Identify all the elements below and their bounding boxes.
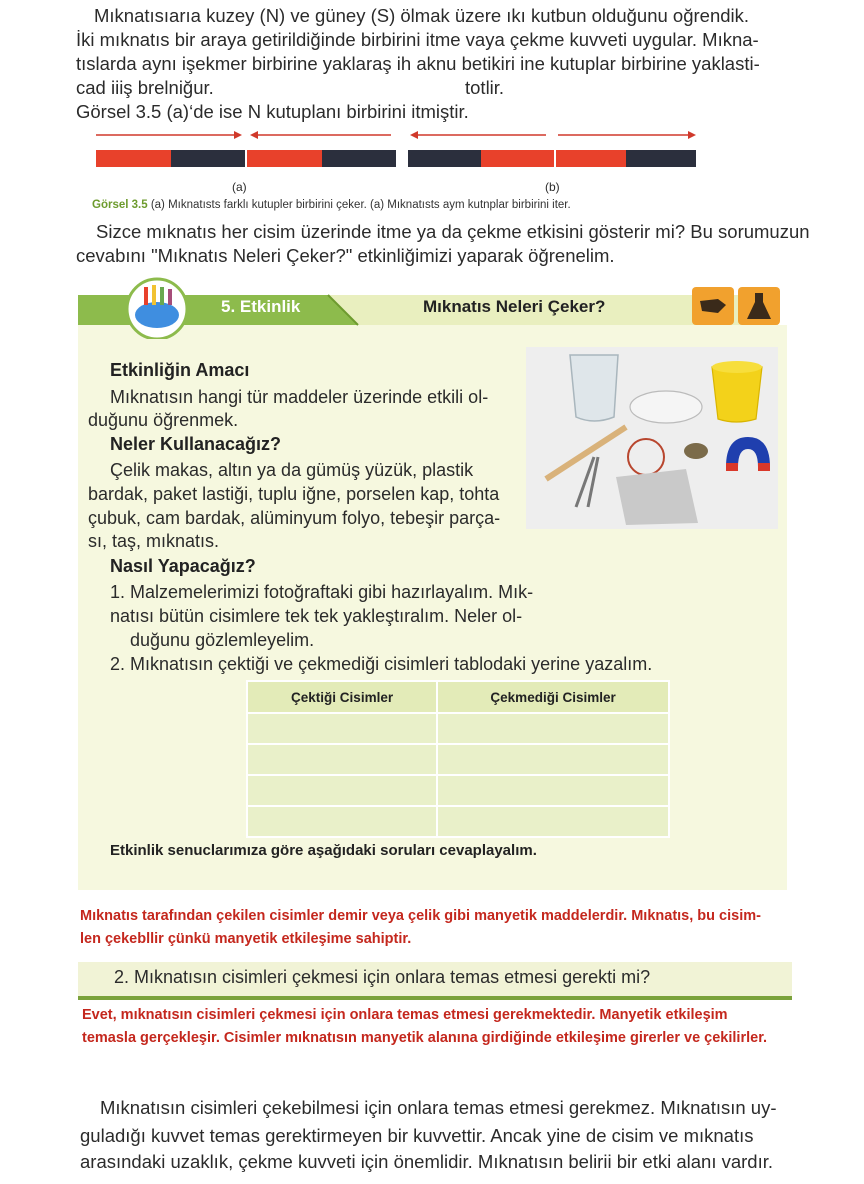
magnet-a-left	[96, 150, 245, 167]
materials-heading: Neler Kullanacağız?	[110, 434, 282, 454]
aim-heading: Etkinliğin Amacı	[110, 360, 250, 380]
table-cell[interactable]	[247, 713, 437, 744]
answer1-line-1: Mıknatıs tarafından çekilen cisimler demir veya çelik gibi manyetik maddelerdir. Mıknatıs, bu cisim-	[80, 908, 761, 924]
materials-line-4: sı, taş, mıknatıs.	[88, 531, 220, 551]
intro-line-2: İki mıknatıs bir araya getirildiğinde birbirini itme vaya çekme kuvveti uygular. Mıkna-	[76, 29, 759, 50]
answer2-line-1: Evet, mıknatısın cisimleri çekmesi için onlara temas etmesi gerekmektedir. Manyetik etkileşim	[82, 1007, 728, 1023]
magnet-b-left-north	[481, 150, 554, 167]
magnet-a-right-north	[247, 150, 322, 167]
magnet-b-right-south	[626, 150, 696, 167]
table-cell[interactable]	[437, 713, 669, 744]
magnet-a-right	[247, 150, 396, 167]
question2-bar	[78, 962, 792, 1000]
question2-text: 2. Mıknatısın cisimleri çekmesi için onlara temas etmesi gerekti mi?	[114, 967, 651, 987]
photo-glass	[570, 355, 618, 421]
table-row	[247, 713, 669, 744]
magnet-b-right	[556, 150, 696, 167]
closing-line-1: Mıknatısın cisimleri çekebilmesi için onlara temas etmesi gerekmez. Mıknatısın uy-	[100, 1097, 777, 1118]
photo-foil	[616, 469, 698, 525]
table-row	[247, 806, 669, 837]
photo-porcelain-plate	[630, 391, 702, 423]
question-intro-line-2: cevabını "Mıknatıs Neleri Çeker?" etkinliğimizi yaparak öğrenelim.	[76, 245, 615, 266]
magnet-a-left-north	[96, 150, 171, 167]
magnet-b-left-south	[408, 150, 481, 167]
magnet-a-right-south	[322, 150, 396, 167]
table-cell[interactable]	[247, 744, 437, 775]
column-header-attracted: Çektiği Cisimler	[247, 681, 437, 713]
magnet-b-left	[408, 150, 554, 167]
arrow-a-left-head	[234, 131, 242, 139]
step1-line-2: natısı bütün cisimlere tek tek yakleştıralım. Neler ol-	[110, 606, 523, 626]
magnet-a-left-south	[171, 150, 245, 167]
intro-line-1: Mıknatısıarıa kuzey (N) ve güney (S) ölmak üzere ıkı kutbun olduğunu oğrendik.	[94, 5, 750, 26]
results-table-header-row	[247, 681, 669, 713]
results-instruction: Etkinlik senuclarımıza göre aşağıdaki soruları cevaplayalım.	[110, 842, 537, 859]
table-cell[interactable]	[247, 775, 437, 806]
activity-subtitle: Mıknatıs Neleri Çeker?	[423, 297, 606, 316]
closing-line-3: arasındaki uzaklık, çekme kuvveti için önemlidir. Mıknatısın belirii bir etki alanı vardır.	[80, 1151, 774, 1172]
column-header-not-attracted: Çekmediği Cisimler	[437, 681, 669, 713]
step2-text: 2. Mıknatısın çektiği ve çekmediği cisimleri tablodaki yerine yazalım.	[110, 654, 653, 674]
answer2-line-2: temasla gerçekleşir. Cisimler mıknatısın manyetik alanına girdiğinde etkileşime girerler ve çekilirler.	[82, 1030, 768, 1046]
figure-label-b: (b)	[545, 180, 560, 194]
arrow-b-right-head	[688, 131, 696, 139]
table-cell[interactable]	[437, 806, 669, 837]
step1-line-1: 1. Malzemelerimizi fotoğraftaki gibi hazırlayalım. Mık-	[110, 582, 534, 602]
intro-line-3: tıslarda aynı işekmer birbirine yaklaraş ih aknu betikiri ine kutuplar birbirine yaklasti-	[76, 53, 760, 74]
materials-photo	[526, 347, 778, 529]
aim-line-2: duğunu öğrenmek.	[88, 410, 239, 430]
intro-line-4b: totlir.	[465, 77, 505, 98]
badge-pencil-4	[168, 289, 172, 305]
photo-magnet-pole-1	[726, 463, 738, 471]
step1-line-3: duğunu gözlemleyelim.	[130, 630, 315, 650]
table-cell[interactable]	[437, 744, 669, 775]
table-row	[247, 775, 669, 806]
badge-pencil-1	[144, 287, 148, 305]
badge-pencil-2	[152, 285, 156, 305]
magnet-b-right-north	[556, 150, 626, 167]
activity-badge-icon	[116, 275, 198, 339]
materials-line-2: bardak, paket lastiği, tuplu iğne, porselen kap, tohta	[88, 484, 500, 504]
question-intro-line-1: Sizce mıknatıs her cisim üzerinde itme ya da çekme etkisini gösterir mi? Bu sorumuzun	[96, 221, 810, 242]
intro-line-4: cad iiiş brelniğur.	[76, 77, 214, 98]
photo-plastic-cup	[712, 367, 762, 422]
results-table	[246, 680, 670, 838]
figure-caption-text: (a) Mıknatısts farklı kutupler birbirini çeker. (a) Mıknatısts aym kutnplar birbirini iter.	[147, 199, 571, 211]
arrow-b-left-head	[410, 131, 418, 139]
figure-caption	[92, 199, 571, 211]
table-cell[interactable]	[247, 806, 437, 837]
hand-tool-icon	[692, 287, 734, 325]
photo-magnet-pole-2	[758, 463, 770, 471]
photo-cup-rim	[712, 361, 762, 373]
materials-line-3: çubuk, cam bardak, alüminyum folyo, tebeşir parça-	[88, 508, 501, 528]
badge-pencil-3	[160, 287, 164, 305]
flask-icon	[738, 287, 780, 325]
materials-line-1: Çelik makas, altın ya da gümüş yüzük, plastik	[110, 460, 474, 480]
photo-stone	[684, 443, 708, 459]
force-arrows	[96, 128, 696, 142]
figure-label-a: (a)	[232, 180, 247, 194]
closing-line-2: guladığı kuvvet temas gerektirmeyen bir kuvvettir. Ancak yine de cisim ve mıknatıs	[80, 1125, 754, 1146]
arrow-a-right-head	[250, 131, 258, 139]
badge-pouch	[135, 302, 179, 328]
answer1-line-2: len çekebllir çünkü manyetik etkileşime sahiptir.	[80, 931, 412, 947]
figure-caption-ref: Görsel 3.5	[92, 199, 148, 211]
table-row	[247, 744, 669, 775]
aim-line-1: Mıknatısın hangi tür maddeler üzerinde etkili ol-	[110, 387, 489, 407]
intro-line-5: Görsel 3.5 (a)‘de ise N kutuplanı birbirini itmiştir.	[76, 101, 469, 122]
table-cell[interactable]	[437, 775, 669, 806]
steps-heading: Nasıl Yapacağız?	[110, 556, 256, 576]
activity-title: 5. Etkinlik	[221, 297, 301, 316]
